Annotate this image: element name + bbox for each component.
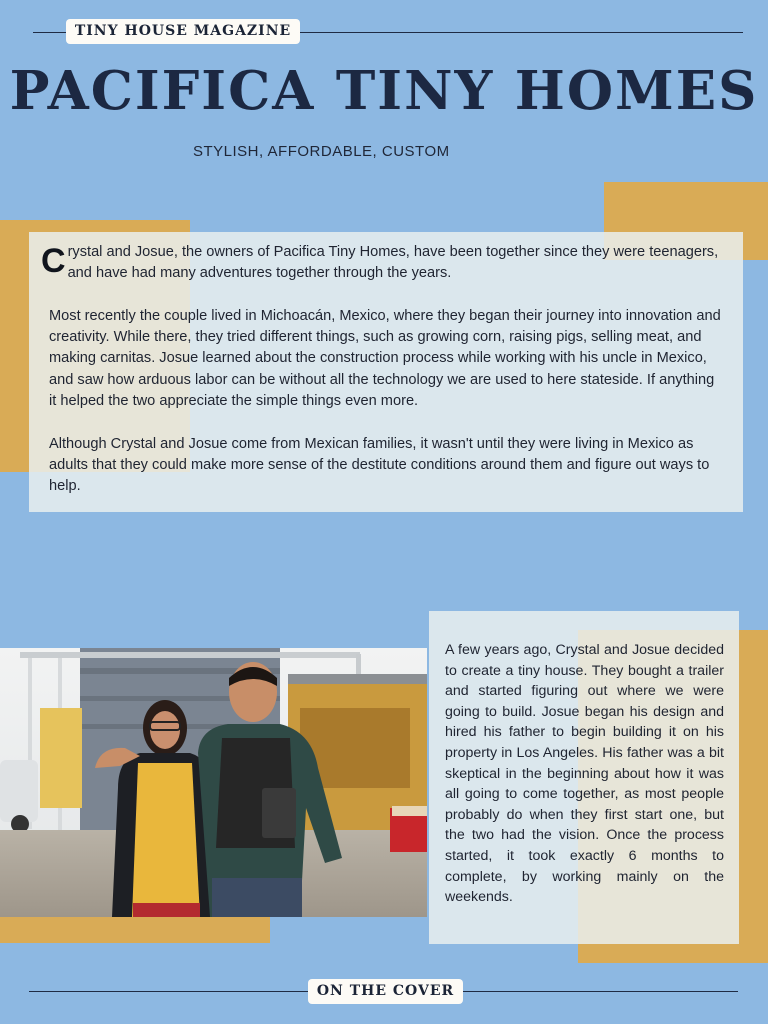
page-subtitle: STYLISH, AFFORDABLE, CUSTOM (193, 143, 450, 160)
article-paragraph-3: Although Crystal and Josue come from Mexican families, it wasn't until they were living in Mexico as adults that they could make more sense of the destitute conditions around them and figure out ways to help. (49, 435, 710, 495)
paragraph-1-text: rystal and Josue, the owners of Pacifica Tiny Homes, have been together since they were teenagers, and have had many adventures together through the years. (67, 244, 719, 282)
page-title: PACIFICA TINY HOMES (9, 60, 759, 122)
article-paragraph-4: A few years ago, Crystal and Josue decided to create a tiny house. They bought a trailer and started figuring out where we were going to build. Josue began his design and hired his father to begin building it on his property in Los Angeles. His father was a bit skeptical in the beginning about how it was all going to come together, as most people probably do when they first start one, but the two had the vision. Once the process started, it took exactly 6 months to complete, by working mainly on the weekends. (445, 642, 724, 906)
header-rule-right (296, 32, 743, 33)
article-paragraph-1 (41, 242, 723, 285)
intro-text-box (29, 232, 743, 512)
couple-photo-illustration (0, 648, 427, 917)
footer-rule-right (460, 991, 738, 992)
story-text-box (429, 611, 739, 944)
section-label: ON THE COVER (308, 979, 463, 1004)
article-paragraph-2: Most recently the couple lived in Michoacán, Mexico, where they began their journey into innovation and creativity. While there, they tried different things, such as growing corn, raising pigs, selling meat, and making carnitas. Josue learned about the construction process while working with his uncle in Mexico, and saw how arduous labor can be without all the technology we are used to here stateside. If anything it helped the two appreciate the simple things even more. (49, 307, 721, 410)
magazine-label: TINY HOUSE MAGAZINE (66, 19, 300, 44)
cover-photo (0, 648, 427, 917)
drop-cap: C (41, 242, 66, 280)
footer-rule-left (29, 991, 312, 992)
